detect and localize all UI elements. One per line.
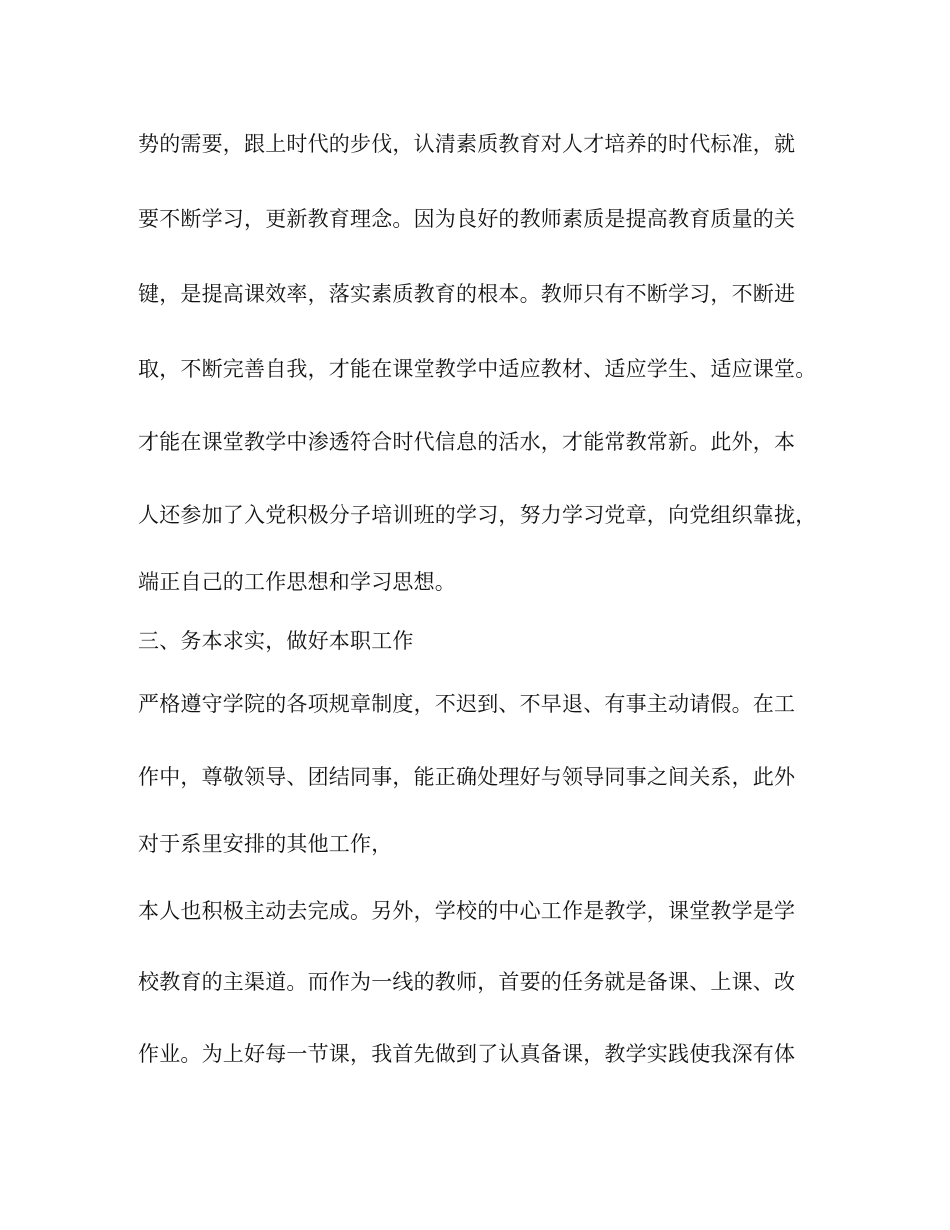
text-line: 才能在课堂教学中渗透符合时代信息的活水，才能常教常新。此外，本 [138,430,796,454]
text-line: 本人也积极主动去完成。另外，学校的中心工作是教学，课堂教学是学 [138,899,796,923]
text-line: 取，不断完善自我，才能在课堂教学中适应教材、适应学生、适应课堂。 [138,357,817,381]
text-line: 严格遵守学院的各项规章制度，不迟到、不早退、有事主动请假。在工 [138,692,796,716]
text-line: 键，是提高课效率，落实素质教育的根本。教师只有不断学习，不断进 [138,282,796,306]
text-line: 人还参加了入党积极分子培训班的学习，努力学习党章，向党组织靠拢， [138,503,817,527]
text-line: 校教育的主渠道。而作为一线的教师，首要的任务就是备课、上课、改 [138,970,796,994]
text-line: 端正自己的工作思想和学习思想。 [138,570,456,594]
text-line: 对于系里安排的其他工作， [138,832,393,856]
text-line: 作业。为上好每一节课，我首先做到了认真备课，教学实践使我深有体 [138,1042,796,1066]
section-heading: 三、务本求实，做好本职工作 [138,629,414,653]
text-line: 作中，尊敬领导、团结同事，能正确处理好与领导同事之间关系，此外 [138,765,796,789]
text-line: 势的需要，跟上时代的步伐，认清素质教育对人才培养的时代标准，就 [138,132,796,156]
text-line: 要不断学习，更新教育理念。因为良好的教师素质是提高教育质量的关 [138,207,796,231]
